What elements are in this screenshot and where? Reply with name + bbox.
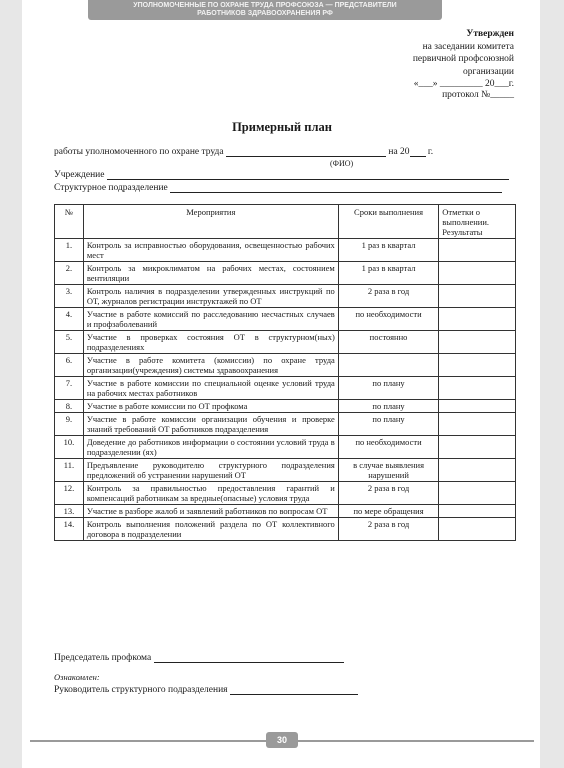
fio-blank[interactable] — [226, 146, 386, 157]
row-number: 14. — [55, 518, 84, 541]
row-activity: Участие в работе комиссии по ОТ профкома — [83, 400, 338, 413]
work-label: работы уполномоченного по охране труда — [54, 147, 224, 157]
row-notes[interactable] — [439, 262, 516, 285]
row-term: по плану — [338, 400, 438, 413]
row-number: 13. — [55, 505, 84, 518]
table-row — [55, 459, 516, 482]
row-number: 8. — [55, 400, 84, 413]
row-notes[interactable] — [439, 239, 516, 262]
head-label: Руководитель структурного подразделения — [54, 685, 228, 695]
row-activity: Участие в работе комиссии организации обучения и проверке знаний требований ОТ работников подразделения — [83, 413, 338, 436]
row-notes[interactable] — [439, 436, 516, 459]
approval-title: Утвержден — [466, 29, 514, 39]
table-row — [55, 518, 516, 541]
row-number: 12. — [55, 482, 84, 505]
institution-line — [54, 169, 509, 180]
row-notes[interactable] — [439, 285, 516, 308]
plan-table — [54, 204, 516, 541]
row-number: 6. — [55, 354, 84, 377]
table-row — [55, 331, 516, 354]
row-activity: Контроль наличия в подразделении утвержденных инструкций по ОТ, журналов регистрации инструктажей по ОТ — [83, 285, 338, 308]
row-activity: Участие в работе комиссии по специальной оценке условий труда на рабочих местах работников — [83, 377, 338, 400]
row-activity: Контроль за правильностью предоставления гарантий и компенсаций работникам за вредные(опасные) условия труда — [83, 482, 338, 505]
table-row — [55, 239, 516, 262]
header-banner — [88, 0, 442, 20]
table-body — [55, 239, 516, 541]
row-notes[interactable] — [439, 482, 516, 505]
acquainted-label: Ознакомлен: — [54, 672, 100, 682]
row-activity: Участие в работе комиссий по расследованию несчастных случаев и профзаболеваний — [83, 308, 338, 331]
table-row — [55, 482, 516, 505]
row-term: по необходимости — [338, 436, 438, 459]
row-notes[interactable] — [439, 518, 516, 541]
row-term: 1 раз в квартал — [338, 262, 438, 285]
banner-line-2: РАБОТНИКОВ ЗДРАВООХРАНЕНИЯ РФ — [197, 10, 333, 17]
row-term: 2 раза в год — [338, 482, 438, 505]
year-prefix: на 20 — [388, 147, 410, 157]
table-row — [55, 377, 516, 400]
row-notes[interactable] — [439, 400, 516, 413]
row-term: по плану — [338, 377, 438, 400]
header-term: Сроки выполнения — [338, 205, 438, 239]
row-activity: Предъявление руководителю структурного подразделения предложений об устранении нарушений ОТ — [83, 459, 338, 482]
table-row — [55, 505, 516, 518]
division-label: Структурное подразделение — [54, 183, 168, 193]
row-term: 2 раза в год — [338, 518, 438, 541]
table-row — [55, 413, 516, 436]
table-row — [55, 262, 516, 285]
row-notes[interactable] — [439, 354, 516, 377]
row-number: 3. — [55, 285, 84, 308]
header-notes: Отметки о выполнении. Результаты — [439, 205, 516, 239]
chairman-label: Председатель профкома — [54, 653, 152, 663]
document-title: Примерный план — [232, 120, 332, 134]
table-row — [55, 354, 516, 377]
row-activity: Участие в проверках состояния ОТ в структурном(ных) подразделениях — [83, 331, 338, 354]
row-notes[interactable] — [439, 505, 516, 518]
row-number: 7. — [55, 377, 84, 400]
banner-line-1: УПОЛНОМОЧЕННЫЕ ПО ОХРАНЕ ТРУДА ПРОФСОЮЗА — ПРЕДСТАВИТЕЛИ — [133, 2, 397, 9]
row-number: 11. — [55, 459, 84, 482]
head-signature — [54, 684, 358, 695]
row-activity: Доведение до работников информации о состоянии условий труда в подразделении (ях) — [83, 436, 338, 459]
protocol-number: протокол №_____ — [442, 90, 514, 100]
row-term: постоянно — [338, 331, 438, 354]
row-number: 5. — [55, 331, 84, 354]
row-activity: Контроль за микроклиматом на рабочих местах, состоянием вентиляции — [83, 262, 338, 285]
row-term: по плану — [338, 413, 438, 436]
division-blank[interactable] — [170, 182, 502, 193]
row-activity: Контроль за исправностью оборудования, освещенностью рабочих мест — [83, 239, 338, 262]
row-term: 2 раза в год — [338, 285, 438, 308]
year-blank[interactable] — [410, 146, 426, 157]
row-term: по необходимости — [338, 308, 438, 331]
approval-line-1: на заседании комитета — [422, 41, 514, 52]
row-term: по мере обращения — [338, 505, 438, 518]
row-number: 4. — [55, 308, 84, 331]
table-row — [55, 400, 516, 413]
page-number: 30 — [266, 732, 298, 748]
table-row — [55, 436, 516, 459]
fio-caption: (ФИО) — [330, 159, 354, 168]
row-number: 2. — [55, 262, 84, 285]
row-term: 1 раз в квартал — [338, 239, 438, 262]
table-row — [55, 285, 516, 308]
row-notes[interactable] — [439, 377, 516, 400]
institution-label: Учреждение — [54, 170, 105, 180]
table-row — [55, 308, 516, 331]
header-activity: Мероприятия — [83, 205, 338, 239]
institution-blank[interactable] — [107, 169, 509, 180]
row-notes[interactable] — [439, 308, 516, 331]
chairman-blank[interactable] — [154, 652, 344, 663]
row-notes[interactable] — [439, 413, 516, 436]
row-notes[interactable] — [439, 331, 516, 354]
division-line — [54, 182, 502, 193]
approval-block — [400, 28, 514, 91]
row-notes[interactable] — [439, 459, 516, 482]
approval-date: «___» _________ 20___г. — [413, 79, 514, 89]
row-term — [338, 354, 438, 377]
approval-line-2: первичной профсоюзной организации — [412, 54, 514, 77]
row-activity: Участие в работе комитета (комиссии) по охране труда организации(учреждения) системы здравоохранения — [83, 354, 338, 377]
year-suffix: г. — [427, 147, 434, 157]
table-header-row — [55, 205, 516, 239]
row-activity: Контроль выполнения положений раздела по ОТ коллективного договора в подразделении — [83, 518, 338, 541]
row-activity: Участие в разборе жалоб и заявлений работников по вопросам ОТ — [83, 505, 338, 518]
row-number: 1. — [55, 239, 84, 262]
work-plan-line — [54, 146, 433, 157]
chairman-signature — [54, 652, 344, 663]
row-number: 9. — [55, 413, 84, 436]
header-num: № — [55, 205, 84, 239]
head-blank[interactable] — [230, 684, 358, 695]
row-term: в случае выявления нарушений — [338, 459, 438, 482]
row-number: 10. — [55, 436, 84, 459]
